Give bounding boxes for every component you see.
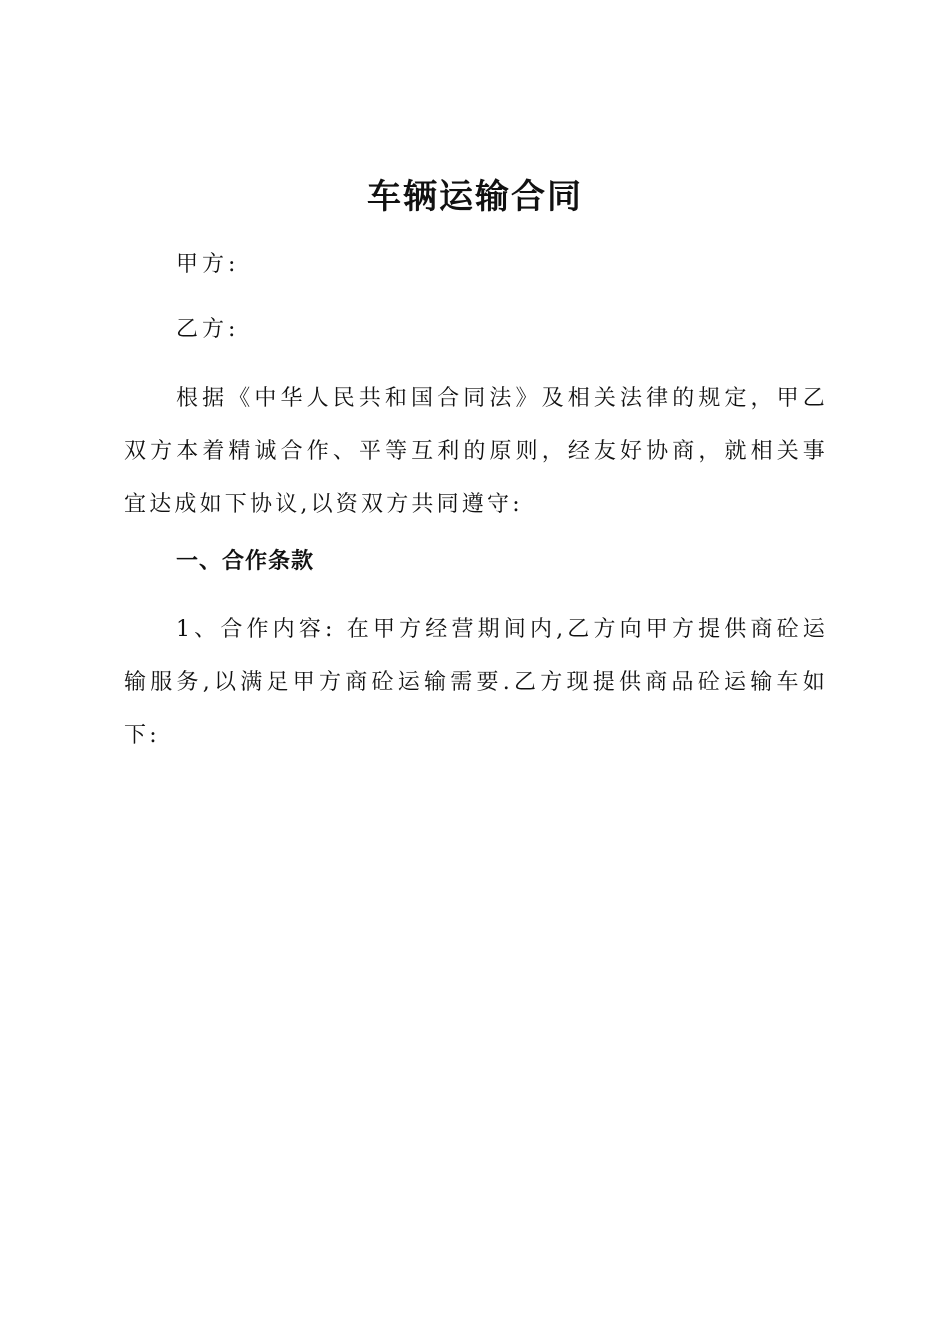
- party-a-label: 甲方:: [176, 252, 240, 277]
- section-1-heading: 一、合作条款: [176, 549, 315, 574]
- clause-1-paragraph: 1、合作内容: 在甲方经营期间内,乙方向甲方提供商砼运输服务,以满足甲方商砼运输需要.乙方现提供商品砼运输车如下:: [124, 617, 828, 748]
- intro-paragraph: 根据《中华人民共和国合同法》及相关法律的规定，甲乙双方本着精诚合作、平等互利的原则，经友好协商，就相关事宜达成如下协议,以资双方共同遵守:: [124, 386, 828, 517]
- document-title: 车辆运输合同: [367, 177, 583, 217]
- party-b-label: 乙方:: [176, 317, 240, 342]
